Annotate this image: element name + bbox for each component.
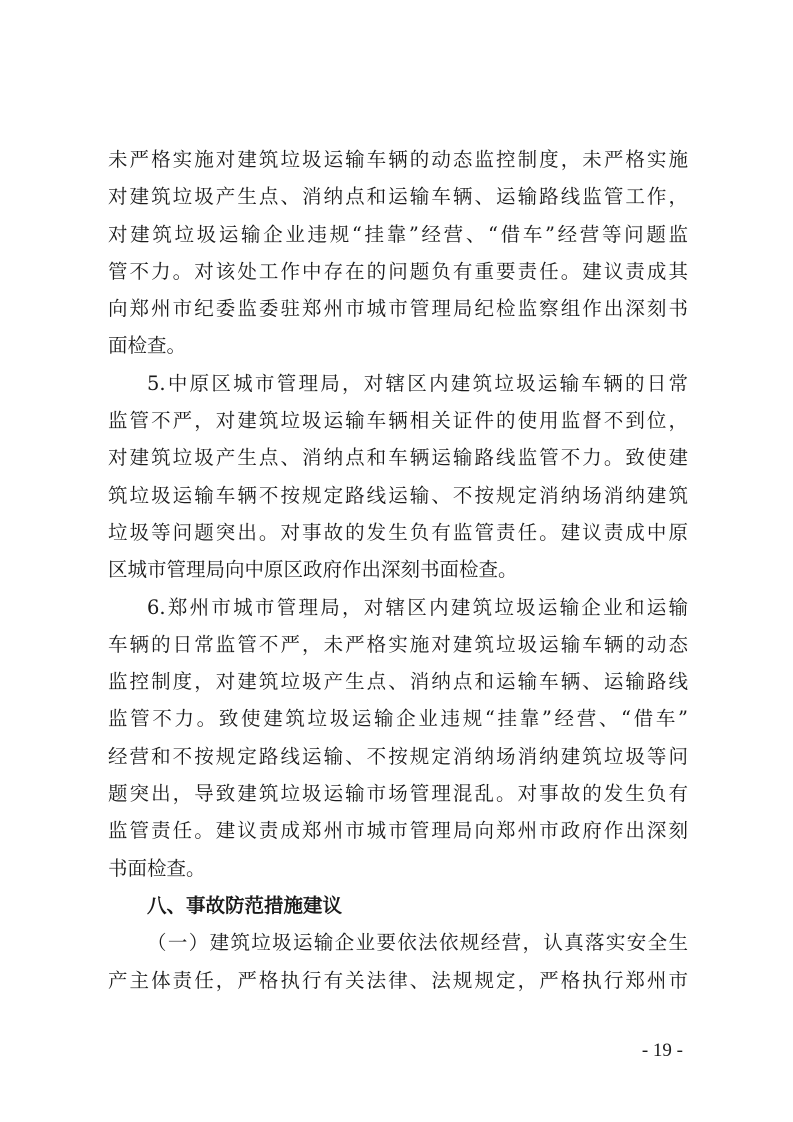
- document-body: [108, 141, 688, 999]
- text-line: 监控制度，对建筑垃圾产生点、消纳点和运输车辆、运输路线: [108, 670, 688, 694]
- text-line: 垃圾等问题突出。对事故的发生负有监管责任。建议责成中原: [108, 520, 688, 544]
- text-line: 产主体责任，严格执行有关法律、法规规定，严格执行郑州市: [108, 968, 688, 992]
- text-line: 6.郑州市城市管理局，对辖区内建筑垃圾运输企业和运输: [147, 595, 688, 619]
- text-line: 管不力。对该处工作中存在的问题负有重要责任。建议责成其: [108, 259, 688, 283]
- text-line: 经营和不按规定路线运输、不按规定消纳场消纳建筑垃圾等问: [108, 744, 688, 768]
- text-line: 向郑州市纪委监委驻郑州市城市管理局纪检监察组作出深刻书: [108, 297, 688, 321]
- text-line: 监管不力。致使建筑垃圾运输企业违规“挂靠”经营、“借车”: [108, 707, 688, 731]
- text-line: 书面检查。: [108, 856, 206, 880]
- text-line: 对建筑垃圾运输企业违规“挂靠”经营、“借车”经营等问题监: [108, 222, 688, 246]
- section-heading: 八、事故防范措施建议: [147, 893, 343, 917]
- text-line: 对建筑垃圾产生点、消纳点和车辆运输路线监管不力。致使建: [108, 446, 688, 470]
- text-line: 车辆的日常监管不严，未严格实施对建筑垃圾运输车辆的动态: [108, 632, 688, 656]
- paragraph-item-5: [108, 365, 688, 589]
- text-line: 未严格实施对建筑垃圾运输车辆的动态监控制度，未严格实施: [108, 148, 688, 171]
- page-number: - 19 -: [641, 1040, 683, 1061]
- text-line: 筑垃圾运输车辆不按规定路线运输、不按规定消纳场消纳建筑: [108, 483, 688, 507]
- text-line: 监管不严，对建筑垃圾运输车辆相关证件的使用监督不到位，: [108, 409, 688, 433]
- paragraph-continuation: [108, 141, 688, 365]
- text-line: 5.中原区城市管理局，对辖区内建筑垃圾运输车辆的日常: [147, 371, 688, 395]
- text-line: 区城市管理局向中原区政府作出深刻书面检查。: [108, 558, 518, 582]
- text-line: 监管责任。建议责成郑州市城市管理局向郑州市政府作出深刻: [108, 819, 688, 843]
- text-line: 题突出，导致建筑垃圾运输市场管理混乱。对事故的发生负有: [108, 782, 688, 806]
- text-line: （一）建筑垃圾运输企业要依法依规经营，认真落实安全生: [147, 931, 688, 955]
- text-line: 对建筑垃圾产生点、消纳点和运输车辆、运输路线监管工作，: [108, 185, 688, 209]
- text-line: 面检查。: [108, 334, 187, 358]
- subsection-paragraph: [108, 924, 688, 999]
- paragraph-item-6: [108, 589, 688, 887]
